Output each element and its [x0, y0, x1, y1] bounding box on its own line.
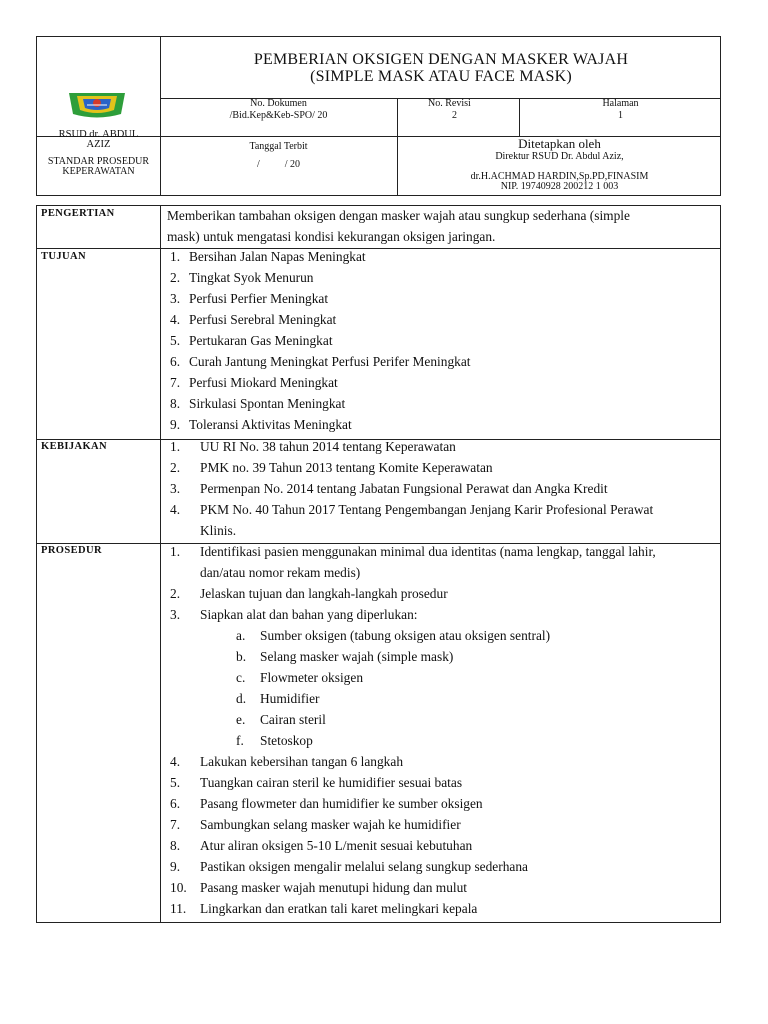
issue-date-label: Tanggal Terbit [249, 141, 308, 152]
list-item-number: 11. [170, 901, 187, 916]
list-item-number: 9. [170, 859, 181, 874]
list-item-text: Stetoskop [260, 733, 313, 748]
list-item [170, 646, 718, 667]
title-line2: (SIMPLE MASK ATAU FACE MASK) [310, 68, 572, 85]
revision-value: 2 [452, 110, 457, 121]
list-item-text: Sirkulasi Spontan Meningkat [189, 396, 346, 411]
content-table [36, 205, 721, 923]
list-item-text: Cairan steril [260, 712, 326, 727]
definition-line2: mask) untuk mengatasi kondisi kekurangan oksigen jaringan. [167, 229, 496, 244]
list-item [170, 772, 718, 793]
list-item [170, 667, 718, 688]
list-item-number: 3. [170, 481, 181, 496]
list-item-number: 5. [170, 775, 181, 790]
list-item-text: Perfusi Serebral Meningkat [189, 312, 337, 327]
policy-list [170, 436, 718, 541]
list-item-text: Pertukaran Gas Meningkat [189, 333, 333, 348]
title-line1: PEMBERIAN OKSIGEN DENGAN MASKER WAJAH [253, 51, 629, 68]
list-item-text: dan/atau nomor rekam medis) [200, 565, 361, 580]
list-item [170, 478, 718, 499]
definition-line1: Memberikan tambahan oksigen dengan masker wajah atau sungkup sederhana (simple [167, 208, 630, 223]
list-item-text: Pasang masker wajah menutupi hidung dan mulut [200, 880, 468, 895]
list-item-text: Toleransi Aktivitas Meningkat [189, 417, 352, 432]
list-item [170, 436, 718, 457]
list-item-number: 1. [170, 249, 181, 264]
list-item-number: 8. [170, 396, 181, 411]
list-item [170, 520, 718, 541]
list-item-number: 4. [170, 754, 181, 769]
list-item [170, 583, 718, 604]
list-item-number: 6. [170, 354, 181, 369]
list-item [170, 309, 715, 330]
list-item [170, 709, 718, 730]
list-item-number: 1. [170, 544, 181, 559]
list-item [170, 499, 718, 520]
list-item [170, 541, 718, 562]
approved-label: Ditetapkan oleh [518, 136, 601, 151]
list-item-text: Atur aliran oksigen 5-10 L/menit sesuai kebutuhan [200, 838, 473, 853]
sop-type-line2: KEPERAWATAN [62, 166, 135, 177]
list-item-number: 2. [170, 460, 181, 475]
page-label: Halaman [602, 98, 639, 109]
list-item-text: Tuangkan cairan steril ke humidifier sesuai batas [200, 775, 463, 790]
document-title [160, 51, 722, 85]
list-item [170, 898, 718, 919]
list-item-text: Lingkarkan dan eratkan tali karet melingkari kepala [200, 901, 478, 916]
document-number-value: /Bid.Kep&Keb-SPO/ 20 [229, 110, 328, 121]
list-item [170, 372, 715, 393]
list-item [170, 856, 718, 877]
list-item-number: c. [236, 670, 246, 685]
list-item-text: Jelaskan tujuan dan langkah-langkah prosedur [200, 586, 448, 601]
list-item-number: b. [236, 649, 247, 664]
list-item-number: 9. [170, 417, 181, 432]
list-item [170, 814, 718, 835]
section-label-prosedur: PROSEDUR [41, 545, 102, 556]
list-item-number: 6. [170, 796, 181, 811]
director-name: dr.H.ACHMAD HARDIN,Sp.PD,FINASIM [470, 171, 649, 182]
list-item-number: 2. [170, 586, 181, 601]
list-item-text: Selang masker wajah (simple mask) [260, 649, 454, 664]
list-item [170, 414, 715, 435]
list-item-number: e. [236, 712, 246, 727]
hospital-name-line1: RSUD dr. ABDUL [58, 129, 139, 140]
procedure-list [170, 541, 718, 919]
list-item [170, 457, 718, 478]
list-item-text: Klinis. [200, 523, 237, 538]
list-item-number: d. [236, 691, 247, 706]
sop-type-line1: STANDAR PROSEDUR [47, 156, 150, 167]
hospital-logo [67, 90, 127, 120]
list-item-number: 2. [170, 270, 181, 285]
list-item [170, 562, 718, 583]
list-item [170, 877, 718, 898]
list-item-text: Permenpan No. 2014 tentang Jabatan Fungsional Perawat dan Angka Kredit [200, 481, 608, 496]
list-item-text: Humidifier [260, 691, 320, 706]
revision-cell [428, 99, 518, 121]
list-item [170, 688, 718, 709]
list-item [170, 604, 718, 625]
list-item-number: 1. [170, 439, 181, 454]
list-item-text: Tingkat Syok Menurun [189, 270, 314, 285]
section-label-tujuan: TUJUAN [41, 251, 86, 262]
section-label-pengertian: PENGERTIAN [41, 208, 115, 219]
sop-type [37, 157, 160, 177]
list-item [170, 793, 718, 814]
list-item [170, 351, 715, 372]
list-item [170, 288, 715, 309]
document-number-label: No. Dokumen [250, 98, 307, 109]
list-item-number: 3. [170, 607, 181, 622]
list-item-text: Bersihan Jalan Napas Meningkat [189, 249, 366, 264]
list-item [170, 393, 715, 414]
list-item-text: UU RI No. 38 tahun 2014 tentang Keperawatan [200, 439, 456, 454]
director-nip: NIP. 19740928 200212 1 003 [500, 181, 619, 192]
list-item-text: Sambungkan selang masker wajah ke humidifier [200, 817, 461, 832]
approval-cell [397, 136, 722, 192]
list-item-number: 8. [170, 838, 181, 853]
list-item [170, 835, 718, 856]
list-item-text: PMK no. 39 Tahun 2013 tentang Komite Keperawatan [200, 460, 493, 475]
list-item-text: Siapkan alat dan bahan yang diperlukan: [200, 607, 418, 622]
list-item-text: Pasang flowmeter dan humidifier ke sumber oksigen [200, 796, 483, 811]
list-item-text: Curah Jantung Meningkat Perfusi Perifer Meningkat [189, 354, 471, 369]
hospital-name-line2: AZIZ [86, 139, 111, 150]
list-item-text: Sumber oksigen (tabung oksigen atau oksigen sentral) [260, 628, 551, 643]
header-table [36, 36, 721, 196]
list-item-number: 10. [170, 880, 187, 895]
section-label-kebijakan: KEBIJAKAN [41, 441, 108, 452]
list-item-number: 7. [170, 375, 181, 390]
list-item-text: PKM No. 40 Tahun 2017 Tentang Pengembangan Jenjang Karir Profesional Perawat [200, 502, 654, 517]
issue-date-cell [160, 142, 397, 170]
hospital-name [37, 129, 160, 150]
document-number-cell [160, 99, 397, 121]
list-item-number: a. [236, 628, 246, 643]
approved-by: Direktur RSUD Dr. Abdul Aziz, [495, 151, 624, 162]
list-item-text: Pastikan oksigen mengalir melalui selang sungkup sederhana [200, 859, 528, 874]
list-item [170, 625, 718, 646]
list-item-text: Flowmeter oksigen [260, 670, 364, 685]
list-item-number: 4. [170, 502, 181, 517]
list-item-number: f. [236, 733, 244, 748]
revision-label: No. Revisi [428, 98, 471, 109]
page-value: 1 [618, 110, 623, 121]
list-item [170, 246, 715, 267]
issue-date-value: / / 20 [256, 159, 301, 170]
list-item [170, 330, 715, 351]
list-item-number: 7. [170, 817, 181, 832]
list-item-text: Lakukan kebersihan tangan 6 langkah [200, 754, 404, 769]
list-item-text: Perfusi Miokard Meningkat [189, 375, 338, 390]
list-item-number: 3. [170, 291, 181, 306]
list-item-text: Identifikasi pasien menggunakan minimal dua identitas (nama lengkap, tanggal lahir, [200, 544, 656, 559]
list-item-number: 4. [170, 312, 181, 327]
list-item [170, 730, 718, 751]
objectives-list [170, 246, 715, 435]
page-cell [519, 99, 722, 121]
definition-text [167, 205, 717, 247]
list-item-text: Perfusi Perfier Meningkat [189, 291, 329, 306]
list-item-number: 5. [170, 333, 181, 348]
list-item [170, 751, 718, 772]
list-item [170, 267, 715, 288]
